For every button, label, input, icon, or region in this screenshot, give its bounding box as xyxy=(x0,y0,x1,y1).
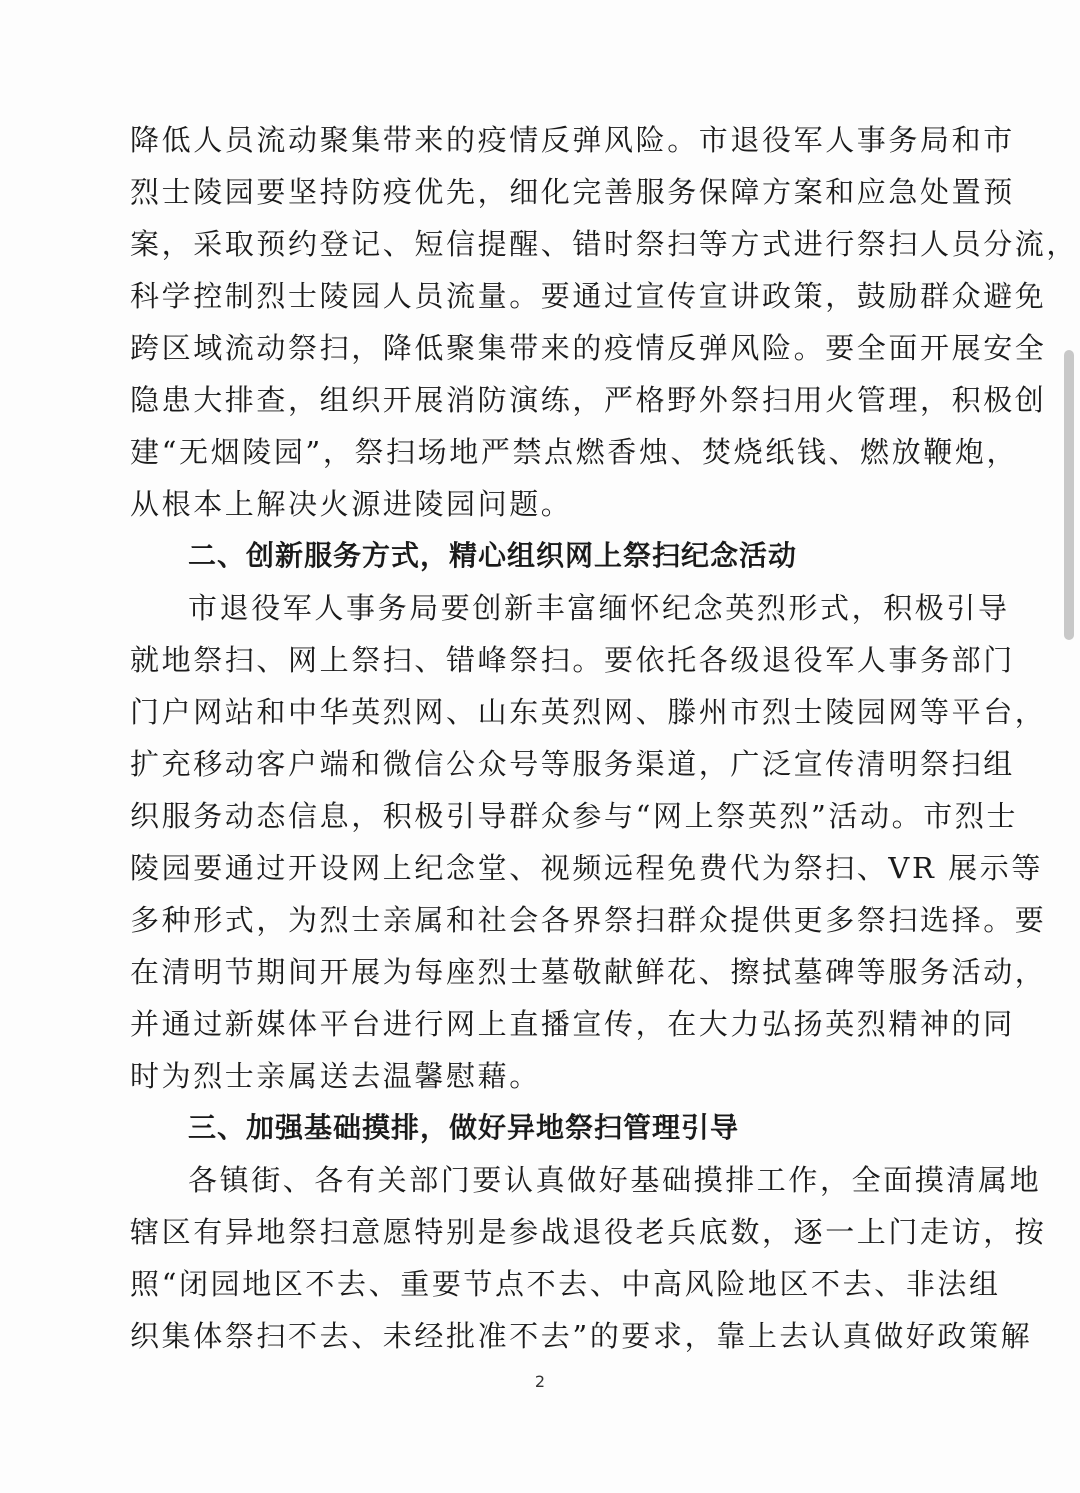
body-line: 辖区有异地祭扫意愿特别是参战退役老兵底数，逐一上门走访，按 xyxy=(130,1215,1047,1249)
body-line: 时为烈士亲属送去温馨慰藉。 xyxy=(130,1059,541,1093)
body-line: 就地祭扫、网上祭扫、错峰祭扫。要依托各级退役军人事务部门 xyxy=(130,643,1015,677)
section-heading-2: 二、创新服务方式，精心组织网上祭扫纪念活动 xyxy=(188,539,798,572)
body-line: 织集体祭扫不去、未经批准不去”的要求，靠上去认真做好政策解 xyxy=(130,1319,1033,1353)
body-line: 并通过新媒体平台进行网上直播宣传，在大力弘扬英烈精神的同 xyxy=(130,1007,1015,1041)
body-line: 照“闭园地区不去、重要节点不去、中高风险地区不去、非法组 xyxy=(130,1267,1001,1301)
body-line: 织服务动态信息，积极引导群众参与“网上祭英烈”活动。市烈士 xyxy=(130,799,1019,833)
body-line: 各镇街、各有关部门要认真做好基础摸排工作，全面摸清属地 xyxy=(188,1163,1042,1197)
body-line: 扩充移动客户端和微信公众号等服务渠道，广泛宣传清明祭扫组 xyxy=(130,747,1015,781)
body-line: 多种形式，为烈士亲属和社会各界祭扫群众提供更多祭扫选择。要 xyxy=(130,903,1047,937)
body-line: 从根本上解决火源进陵园问题。 xyxy=(130,487,573,521)
page-number: 2 xyxy=(534,1372,546,1391)
body-line: 隐患大排查，组织开展消防演练，严格野外祭扫用火管理，积极创 xyxy=(130,383,1047,417)
body-line: 在清明节期间开展为每座烈士墓敬献鲜花、擦拭墓碑等服务活动， xyxy=(130,955,1047,989)
scrollbar[interactable] xyxy=(1064,350,1074,640)
body-line: 科学控制烈士陵园人员流量。要通过宣传宣讲政策，鼓励群众避免 xyxy=(130,279,1047,313)
body-line: 案，采取预约登记、短信提醒、错时祭扫等方式进行祭扫人员分流， xyxy=(130,227,1079,261)
body-line: 烈士陵园要坚持防疫优先，细化完善服务保障方案和应急处置预 xyxy=(130,175,1015,209)
body-line: 建“无烟陵园”，祭扫场地严禁点燃香烛、焚烧纸钱、燃放鞭炮， xyxy=(130,435,1019,469)
body-line: 降低人员流动聚集带来的疫情反弹风险。市退役军人事务局和市 xyxy=(130,123,1015,157)
body-line: 门户网站和中华英烈网、山东英烈网、滕州市烈士陵园网等平台， xyxy=(130,695,1047,729)
body-line: 陵园要通过开设网上纪念堂、视频远程免费代为祭扫、VR 展示等 xyxy=(130,851,1043,885)
section-heading-3: 三、加强基础摸排，做好异地祭扫管理引导 xyxy=(188,1111,740,1144)
body-line: 跨区域流动祭扫，降低聚集带来的疫情反弹风险。要全面开展安全 xyxy=(130,331,1047,365)
body-line: 市退役军人事务局要创新丰富缅怀纪念英烈形式，积极引导 xyxy=(188,591,1010,625)
